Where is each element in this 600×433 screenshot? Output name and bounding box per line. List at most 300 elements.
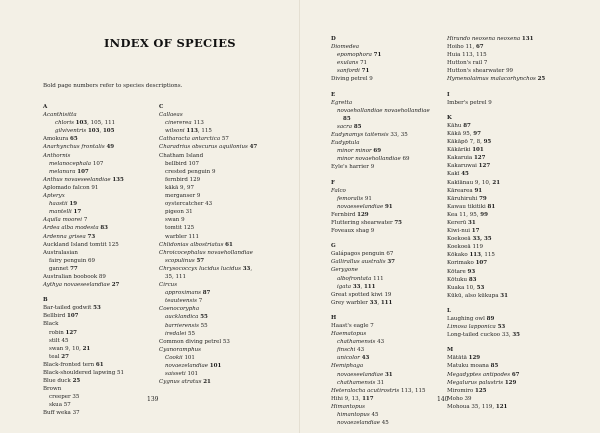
page-ref: 107 (77, 168, 89, 175)
entry-name: Eudynamys taitensis (331, 132, 389, 139)
index-entry (159, 249, 257, 257)
page-ref: 33 (352, 283, 361, 290)
entry-name: Blue duck (43, 378, 71, 385)
entry-name: Kawau tikitiki (447, 203, 486, 210)
index-entry (43, 353, 124, 361)
entry-name: Imber's petrel (447, 99, 487, 106)
entry-name: chathamensis (337, 339, 376, 346)
page-ref: 31 (377, 379, 385, 386)
index-entry (159, 354, 257, 362)
page-ref: 99 (480, 211, 488, 218)
index-entry (159, 168, 257, 176)
index-column (447, 35, 545, 411)
index-entry (331, 338, 430, 346)
page-ref: 117 (362, 395, 374, 402)
entry-name: Anarhynchus frontalis (43, 144, 105, 151)
page-ref: 127 (478, 163, 491, 170)
entry-name: Egretta (331, 99, 353, 106)
page-ref: 17 (73, 209, 82, 216)
entry-name: novaezelandiae (337, 420, 381, 427)
index-column (331, 35, 430, 427)
page-ref: 99 (506, 68, 514, 75)
entry-name: wilsoni (165, 128, 185, 135)
entry-name: iredalei (165, 330, 187, 337)
page-ref: 43 (357, 347, 365, 354)
page-ref: 113 (193, 120, 204, 127)
section-gap (447, 339, 545, 346)
entry-name: novaeseelandiae (337, 371, 384, 378)
index-entry (159, 362, 257, 370)
entry-name: B (43, 297, 48, 304)
page-ref: 37 (387, 259, 395, 266)
index-entry (43, 273, 124, 281)
entry-name: Limosa lapponica (447, 324, 496, 331)
page-ref: 121 (495, 403, 508, 410)
entry-name: tomtit (165, 225, 182, 232)
entry-name: Brown (43, 386, 62, 393)
index-entry (331, 163, 430, 171)
entry-name: Bar-tailed godwit (43, 305, 92, 312)
page-ref: 75 (394, 219, 403, 226)
page-ref: 7, 8, (469, 139, 484, 146)
index-entry (447, 51, 545, 59)
page-ref: 45 (371, 412, 379, 419)
page-ref: 131 (521, 36, 534, 42)
page-ref: 9 (370, 164, 375, 171)
page-ref: 91 (364, 195, 372, 202)
entry-name: Laughing owl (447, 316, 485, 322)
section-gap (447, 107, 545, 114)
entry-name: fairy penguin (49, 257, 87, 264)
section-letter (447, 114, 545, 122)
index-entry (159, 184, 257, 192)
index-entry (447, 259, 545, 267)
entry-name: mantelli (49, 209, 72, 216)
entry-name: finschi (337, 347, 356, 354)
entry-name: Kererū (447, 219, 467, 226)
entry-name: Kea (447, 211, 458, 218)
entry-name: Miromiro (447, 387, 474, 394)
page-ref: 31 (468, 219, 476, 226)
entry-name: Aythya novaeseelandiae (43, 282, 110, 289)
index-entry (331, 283, 430, 291)
index-entry (43, 119, 124, 127)
page-ref: 10, (466, 284, 477, 291)
page-ref: 127 (65, 329, 77, 336)
page-ref: 19 (69, 201, 78, 208)
page-ref: 111 (373, 275, 384, 282)
entry-name: F (331, 179, 335, 186)
entry-name: teal (49, 353, 60, 360)
page-ref: , 115 (197, 128, 212, 135)
index-entry (331, 411, 430, 419)
entry-name: Foveaux shag (331, 228, 370, 235)
page-ref: 55 (187, 330, 195, 337)
index-entry (447, 284, 545, 292)
index-entry (159, 192, 257, 200)
entry-name: Amokura (43, 136, 69, 143)
index-entry (447, 235, 545, 243)
index-entry (331, 147, 430, 155)
section-gap (331, 172, 430, 179)
entry-name: Koekoeā (447, 244, 471, 251)
entry-name: Black-fronted tern (43, 361, 95, 368)
entry-name: unicolor (337, 355, 360, 362)
entry-name: Kākāpō (447, 139, 468, 146)
index-entry (331, 266, 430, 274)
page-ref: , (99, 128, 103, 135)
entry-name: albofrontata (337, 275, 372, 282)
right-page (300, 0, 600, 433)
index-entry (331, 51, 430, 59)
page-ref: 7 (198, 298, 203, 305)
entry-name: Long-tailed cuckoo (447, 332, 501, 339)
entry-name: Hutton's shearwater (447, 68, 505, 75)
index-entry (447, 122, 545, 130)
entry-name: igata (337, 283, 352, 290)
entry-name: swan (165, 217, 180, 224)
page-ref: , (377, 299, 381, 306)
page-ref: 9 (196, 193, 201, 200)
entry-name: Korimako (447, 260, 474, 267)
entry-name: Acanthisitta (43, 112, 77, 119)
section-gap (447, 84, 545, 91)
index-entry (43, 281, 124, 289)
page-ref: 57 (63, 402, 71, 409)
page-ref: 95, (462, 130, 474, 137)
entry-name: H (331, 314, 337, 321)
page-ref: 69 (373, 148, 382, 155)
entry-name: Cookii (165, 354, 183, 361)
entry-name: Diomedea (331, 44, 360, 51)
page-ref: 19 (384, 291, 392, 298)
page-ref: 89 (486, 316, 495, 322)
index-entry (43, 160, 124, 168)
page-ref: 71 (373, 52, 382, 59)
index-entry (43, 393, 124, 401)
page-ref: 83 (100, 225, 109, 232)
index-entry (447, 243, 545, 251)
entry-name: Common diving petrel (159, 338, 222, 345)
page-ref: 113, 115 (462, 52, 487, 59)
entry-name: melanura (49, 168, 76, 175)
index-entry (447, 292, 545, 300)
page-ref: 69 (402, 156, 410, 163)
page-ref: 93 (467, 268, 476, 275)
page-ref: 25 (537, 76, 546, 83)
page-ref: , 105, 111 (87, 120, 116, 127)
entry-name: Hihi (331, 395, 343, 402)
index-entry (447, 387, 545, 395)
entry-name: Eudyptula (331, 140, 360, 147)
index-entry (43, 345, 124, 353)
index-entry (331, 250, 430, 258)
entry-name: Great spotted kiwi (331, 291, 383, 298)
page-ref: 79 (479, 195, 487, 202)
index-entry (159, 378, 257, 386)
index-entry (447, 211, 545, 219)
page-ref: 35 (72, 394, 80, 401)
entry-name: Auckland Island tomtit (43, 241, 107, 248)
page-ref: 57 (221, 136, 229, 143)
entry-name: oystercatcher (165, 201, 204, 208)
section-gap (43, 289, 124, 296)
index-entry (43, 409, 124, 417)
entry-name: crested penguin (165, 168, 211, 175)
index-entry (43, 184, 124, 192)
page-ref: 97 (473, 130, 481, 137)
index-entry (447, 130, 545, 138)
entry-name: L (447, 307, 451, 314)
section-letter (331, 179, 430, 187)
page-ref: 111 (188, 233, 200, 240)
page-ref: 53 (476, 284, 485, 291)
entry-name: Kūkū, also kūkupa (447, 292, 499, 299)
index-entry (159, 200, 257, 208)
index-entry (331, 330, 430, 338)
index-entry (331, 43, 430, 51)
page-ref: 53 (93, 305, 101, 312)
index-entry (331, 123, 430, 131)
page-ref: 35, 119, (471, 403, 496, 410)
page-ref: 53 (222, 338, 230, 345)
entry-name: Kakī (447, 171, 460, 178)
page-ref: 33, 35 (390, 132, 408, 139)
entry-name: Kōtuku (447, 276, 468, 283)
page-ref: 101 (187, 371, 198, 378)
index-entry (331, 403, 430, 411)
index-entry (159, 176, 257, 184)
page-ref: 55 (200, 322, 208, 329)
index-entry (447, 354, 545, 362)
index-entry (43, 385, 124, 393)
entry-name: Kōkako (447, 252, 468, 259)
entry-name: novaeseelandiae (337, 203, 384, 210)
entry-name: novaehollandiae novaehollandiae (337, 107, 430, 114)
entry-name: chloris (55, 120, 74, 127)
index-entry (159, 233, 257, 241)
page-ref: 27 (61, 353, 69, 360)
index-entry (159, 257, 257, 265)
page-ref: 65 (70, 136, 78, 143)
index-entry (43, 369, 124, 377)
index-entry (43, 152, 124, 160)
index-entry (447, 43, 545, 51)
page-ref: 129 (504, 379, 517, 386)
entry-name: Hemiphaga (331, 363, 364, 370)
entry-name: Huia (447, 52, 461, 59)
page-ref: , (250, 265, 253, 272)
page-ref: 67 (475, 44, 484, 51)
page-ref: 71 (360, 60, 368, 67)
entry-name: C (159, 104, 164, 110)
page-ref: 43 (205, 201, 213, 208)
entry-name: Diving petrel (331, 76, 368, 83)
entry-name: scopulinus (165, 257, 195, 264)
entry-name: Circus (159, 282, 178, 289)
page-ref: 125 (108, 241, 119, 248)
index-entry (43, 312, 124, 320)
page-number: 139 (147, 396, 159, 403)
section-letter (331, 35, 430, 43)
page-ref: 81 (487, 203, 496, 210)
index-entry (159, 305, 257, 313)
index-entry (159, 160, 257, 168)
index-intro: Bold page numbers refer to species descriptions. (43, 83, 183, 89)
index-entry (331, 195, 430, 203)
index-entry (331, 354, 430, 362)
entry-name: Kārearea (447, 187, 473, 194)
entry-name: warbler (165, 233, 187, 240)
index-entry (447, 195, 545, 203)
page-ref: 129 (357, 211, 369, 218)
index-entry (159, 143, 257, 151)
entry-name: minor minor (337, 148, 372, 155)
entry-name: Kākāriki (447, 147, 471, 154)
page-ref: 113 (469, 252, 481, 259)
index-entry (447, 315, 545, 323)
entry-name: Gallirallus australis (331, 259, 386, 266)
entry-name: exulans (337, 60, 359, 67)
page-ref: 105 (102, 128, 115, 135)
index-entry (331, 299, 430, 307)
entry-name: Kāruhiruhi (447, 195, 478, 202)
entry-name: Black (43, 321, 59, 328)
page-ref: 51 (117, 370, 124, 376)
page-ref: 125 (475, 387, 487, 394)
entry-name: gannet (49, 265, 69, 272)
entry-name: Buff weka (43, 410, 71, 417)
entry-name: D (331, 36, 336, 42)
page-ref: 21 (82, 345, 91, 352)
index-entry (159, 322, 257, 330)
index-entry (331, 75, 430, 83)
section-letter (159, 103, 257, 111)
index-entry (447, 331, 545, 339)
page-ref: 21 (203, 379, 211, 386)
entry-name: teauteensis (165, 298, 197, 305)
page-ref: 85 (353, 123, 362, 130)
page-ref: 37 (72, 410, 80, 417)
entry-name: himantopus (337, 412, 370, 419)
entry-name: Haematopus (331, 331, 367, 338)
index-entry (159, 127, 257, 135)
page-ref: 67 (511, 371, 520, 378)
index-entry (447, 203, 545, 211)
index-entry (331, 219, 430, 227)
page-ref: , (360, 283, 364, 290)
page-ref: 7 (483, 60, 488, 67)
section-gap (331, 307, 430, 314)
page-ref: 107 (92, 160, 104, 167)
index-entry (43, 224, 124, 232)
index-entry (331, 371, 430, 379)
index-entry (159, 346, 257, 354)
page-ref: 85 (343, 115, 351, 122)
entry-name: Moho (447, 395, 463, 402)
entry-name: Kāhu (447, 122, 462, 129)
index-entry (331, 139, 430, 147)
page-ref: 33, (501, 332, 513, 339)
page-ref: 61 (95, 361, 104, 368)
index-entry (447, 251, 545, 259)
entry-name: Gerygone (331, 267, 359, 274)
page-ref: 35 (512, 332, 520, 339)
section-letter (331, 91, 430, 99)
entry-name: Koekoeā (447, 236, 471, 243)
entry-name: melanocephala (49, 160, 92, 167)
section-gap (447, 300, 545, 307)
entry-name: chathamensis (337, 379, 376, 386)
entry-name: Anthornis (43, 152, 71, 159)
index-entry (447, 138, 545, 146)
index-entry (447, 379, 545, 387)
index-entry (331, 346, 430, 354)
index-entry (43, 192, 124, 200)
index-entry (447, 276, 545, 284)
index-entry (43, 168, 124, 176)
page-ref: 35, 111 (165, 273, 186, 280)
page-ref: 55 (200, 314, 208, 321)
page-ref: 31 (500, 292, 508, 299)
index-entry (159, 216, 257, 224)
entry-name: Charadrius obscurus aquilonius (159, 144, 248, 151)
entry-name: Falco (331, 187, 346, 194)
page-ref: 111 (380, 299, 393, 306)
page-ref: 85 (490, 363, 499, 370)
page-ref: 127 (473, 155, 486, 162)
page-ref: 25 (72, 378, 81, 385)
entry-name: Kōtare (447, 268, 466, 275)
entry-name: G (331, 243, 336, 250)
index-entry (43, 401, 124, 409)
entry-name: E (331, 91, 336, 98)
entry-name: Bellbird (43, 313, 66, 320)
index-entry (43, 304, 124, 312)
index-entry (447, 162, 545, 170)
index-entry (43, 176, 124, 184)
index-entry (447, 67, 545, 75)
entry-name: Mohoua (447, 403, 470, 410)
entry-name: Kakaruwai (447, 163, 477, 170)
page-ref: 47 (249, 144, 258, 151)
page-ref: 101 (472, 147, 484, 154)
section-gap (331, 235, 430, 242)
entry-name: Callaeas (159, 112, 183, 119)
page-ref: 33 (242, 265, 251, 272)
index-entry (43, 320, 124, 328)
page-ref: 91 (91, 184, 99, 191)
index-entry (43, 127, 124, 135)
entry-name: aucklandica (165, 314, 199, 321)
entry-name: Black-shouldered lapwing (43, 370, 116, 376)
page-ref: 7 (370, 323, 374, 329)
index-entry (447, 59, 545, 67)
page-ref: 31 (384, 371, 393, 378)
section-letter (447, 307, 545, 315)
entry-name: Haast's eagle (331, 323, 369, 329)
page-ref: 101 (209, 363, 222, 369)
index-entry (447, 323, 545, 331)
index-entry (43, 216, 124, 224)
index-entry (447, 362, 545, 370)
section-letter (447, 91, 545, 99)
entry-name: swan (49, 345, 64, 352)
page-ref: 103 (75, 120, 88, 127)
index-entry (43, 257, 124, 265)
page-ref: 11, (465, 44, 476, 51)
entry-name: merganser (165, 193, 196, 200)
